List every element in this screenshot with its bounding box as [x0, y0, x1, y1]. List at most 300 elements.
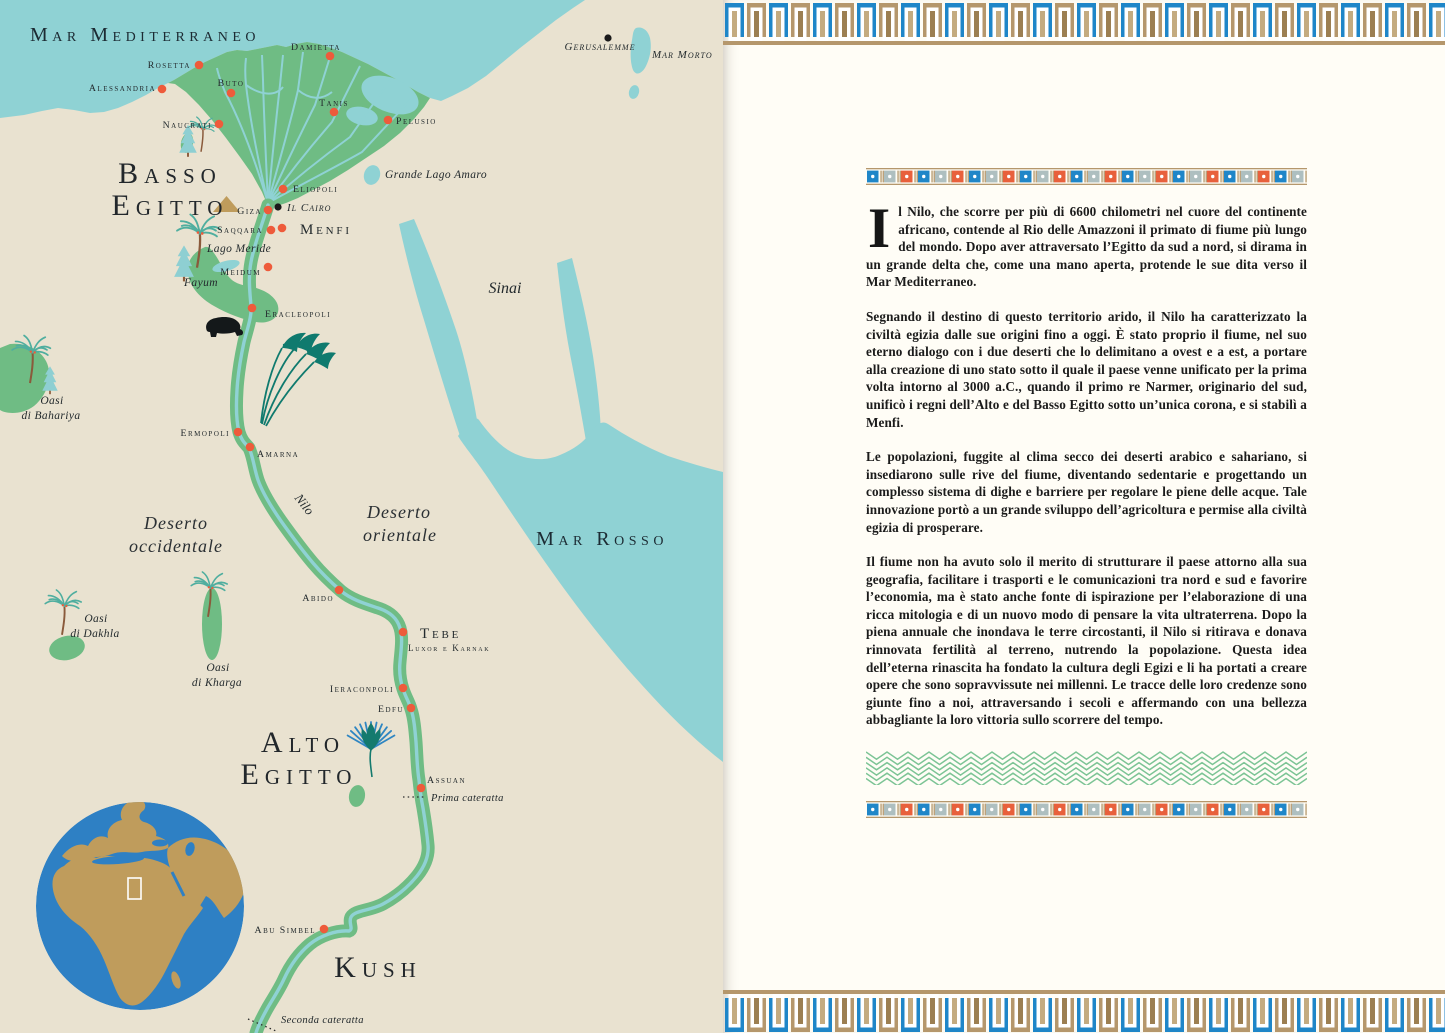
city-dot: [267, 226, 276, 235]
map-label: Luxor e Karnak: [408, 643, 491, 653]
frieze-bar: [914, 171, 915, 183]
city-dot: [264, 206, 273, 215]
map-label: Rosetta: [147, 60, 191, 71]
frieze-bar: [999, 804, 1000, 816]
frieze-bar: [1237, 171, 1238, 183]
frieze-bar: [934, 804, 935, 816]
frieze-dot: [1262, 175, 1265, 178]
frieze-bar: [1189, 804, 1190, 816]
paragraph: Le popolazioni, fuggite al clima secco dei deserti arabico e sahariano, si insediarono sulle rive del fiume, diventando sedentarie e progettando un complesso sistema di dighe e barriere per regolare le piene delle acque. Tale innovazione portò a un grande sviluppo dell’agricoltura e permise alla civiltà egizia di prosperare.: [866, 449, 1307, 535]
text-column: [866, 168, 1307, 818]
border-inner-bar: [732, 11, 737, 37]
frieze-bar: [1172, 804, 1173, 816]
frieze-dot: [990, 808, 993, 811]
city-dot: [320, 925, 329, 934]
map-label: Meidum: [220, 267, 261, 278]
wave-line: [866, 779, 1307, 786]
frieze-bar: [1138, 804, 1139, 816]
frieze-bar: [982, 171, 983, 183]
border-inner-bar: [1238, 11, 1243, 37]
ornament-frieze-top-icon: [866, 168, 1307, 185]
border-inner-bar: [1172, 998, 1177, 1024]
frieze-bar: [1155, 171, 1156, 183]
frieze-dot: [973, 175, 976, 178]
border-inner-bar: [1238, 998, 1243, 1024]
frieze-bar: [1016, 804, 1017, 816]
city-dot: [195, 61, 204, 70]
red-sea: [458, 419, 723, 762]
map-label: Mar Rosso: [536, 528, 668, 550]
map-label: Amarna: [257, 449, 300, 460]
ornament-frieze-bottom-icon: [866, 801, 1307, 818]
wave-line: [866, 752, 1307, 759]
frieze-bar: [1155, 804, 1156, 816]
city-dot: [399, 628, 408, 637]
frieze-dot: [922, 808, 925, 811]
frieze-dot: [1296, 175, 1299, 178]
frieze-bar: [897, 171, 898, 183]
border-inner-bar: [1392, 998, 1397, 1024]
frieze-dot: [888, 175, 891, 178]
frieze-bar: [968, 171, 969, 183]
frieze-bar: [1288, 804, 1289, 816]
frieze-bar: [1002, 171, 1003, 183]
frieze-dot: [1075, 175, 1078, 178]
frieze-bar: [1087, 804, 1088, 816]
frieze-bar: [900, 171, 901, 183]
frieze-rule: [866, 801, 1307, 802]
map-label: di Kharga: [191, 677, 243, 689]
frieze-bar: [1240, 171, 1241, 183]
map-label: Naucrati: [162, 120, 212, 131]
border-inner-bar: [886, 998, 891, 1024]
frieze-bar: [917, 171, 918, 183]
border-inner-bar: [1106, 998, 1111, 1024]
border-inner-bar: [1018, 11, 1023, 37]
frieze-dot: [1143, 175, 1146, 178]
frieze-bar: [1271, 171, 1272, 183]
border-inner-bar: [1216, 998, 1221, 1024]
border-inner-bar: [1128, 11, 1133, 37]
map-label: Saqqara: [217, 225, 263, 236]
frieze-bar: [1169, 804, 1170, 816]
frieze-rule: [866, 168, 1307, 169]
frieze-bar: [883, 804, 884, 816]
city-dot: [227, 89, 236, 98]
frieze-dot: [1228, 175, 1231, 178]
frieze-dot: [990, 175, 993, 178]
map-label: Menfi: [300, 222, 352, 238]
frieze-bar: [1288, 171, 1289, 183]
frieze-dot: [973, 808, 976, 811]
border-inner-bar: [1326, 11, 1331, 37]
map-label: Kush: [334, 951, 422, 984]
frieze-dot: [1126, 808, 1129, 811]
frieze-bar: [880, 171, 881, 183]
article-text: [866, 197, 1307, 729]
frieze-dot: [1058, 808, 1061, 811]
frieze-dot: [1296, 808, 1299, 811]
frieze-dot: [1211, 175, 1214, 178]
border-inner-bar: [996, 998, 1001, 1024]
map-label: Tanis: [319, 98, 349, 109]
border-inner-bar: [1106, 11, 1111, 37]
border-inner-bar: [1128, 998, 1133, 1024]
map-label: Abido: [302, 593, 334, 604]
border-inner-bar: [776, 998, 781, 1024]
city-dot: [215, 120, 224, 129]
text-page: [723, 0, 1445, 1033]
city-dot: [335, 586, 344, 595]
border-inner-bar: [1194, 11, 1199, 37]
frieze-bar: [1087, 171, 1088, 183]
frieze-dot: [1024, 175, 1027, 178]
border-inner-bar: [1216, 11, 1221, 37]
frieze-rule: [866, 817, 1307, 818]
map-label: di Bahariya: [21, 410, 81, 422]
frieze-bar: [1291, 804, 1292, 816]
map-label: Assuan: [427, 775, 467, 786]
frieze-bar: [934, 171, 935, 183]
border-inner-bar: [732, 998, 737, 1024]
frieze-dot: [1245, 175, 1248, 178]
frieze-bar: [931, 804, 932, 816]
frieze-bar: [1084, 171, 1085, 183]
gulf-of-aqaba: [557, 258, 601, 441]
frieze-bar: [1172, 171, 1173, 183]
frieze-dot: [1092, 175, 1095, 178]
water-wave-ornament-icon: [866, 749, 1307, 785]
frieze-dot: [1075, 808, 1078, 811]
border-inner-bar: [1150, 998, 1155, 1024]
border-inner-bar: [1436, 998, 1441, 1024]
frieze-dot: [1109, 175, 1112, 178]
frieze-bar: [1033, 804, 1034, 816]
frieze-bar: [948, 804, 949, 816]
frieze-bar: [1274, 804, 1275, 816]
frieze-bar: [1203, 171, 1204, 183]
frieze-bar: [1240, 804, 1241, 816]
frieze-bar: [1186, 171, 1187, 183]
map-label: di Dakhla: [70, 628, 120, 640]
border-inner-bar: [1040, 11, 1045, 37]
border-inner-bar: [886, 11, 891, 37]
map-label: Abu Simbel: [254, 925, 316, 936]
frieze-dot: [1194, 175, 1197, 178]
map-label: Basso: [118, 157, 222, 190]
map-label: Pelusio: [396, 116, 437, 127]
city-dot: [264, 263, 273, 272]
border-inner-bar: [776, 11, 781, 37]
frieze-bar: [1121, 804, 1122, 816]
map-label: Ermopoli: [180, 428, 230, 439]
border-inner-bar: [930, 11, 935, 37]
frieze-dot: [888, 808, 891, 811]
map-label: Oasi: [206, 662, 230, 674]
gulf-of-suez: [399, 219, 477, 436]
map-label: Nilo: [291, 490, 318, 518]
frieze-dot: [1143, 808, 1146, 811]
frieze-dot: [1007, 808, 1010, 811]
frieze-dot: [1160, 808, 1163, 811]
frieze-dot: [1177, 808, 1180, 811]
border-baseline: [723, 41, 1445, 45]
frieze-dot: [922, 175, 925, 178]
frieze-bar: [917, 804, 918, 816]
drop-cap: I: [868, 197, 891, 260]
map-label: Prima cateratta: [431, 793, 504, 804]
frieze-dot: [1058, 175, 1061, 178]
frieze-bar: [1254, 171, 1255, 183]
frieze-bar: [1152, 171, 1153, 183]
frieze-dot: [1262, 808, 1265, 811]
frieze-dot: [1041, 175, 1044, 178]
frieze-bar: [1237, 804, 1238, 816]
dead-sea-south: [627, 84, 640, 100]
frieze-bar: [1070, 171, 1071, 183]
border-inner-bar: [952, 998, 957, 1024]
map-label: Giza: [237, 206, 262, 217]
capital-dot: [274, 203, 281, 210]
city-dot: [407, 704, 416, 713]
frieze-bar: [931, 171, 932, 183]
map-label: Egitto: [111, 189, 229, 222]
map-label: Mar Mediterraneo: [30, 24, 261, 46]
border-inner-bar: [1414, 11, 1419, 37]
border-inner-bar: [1150, 11, 1155, 37]
frieze-bar: [1070, 804, 1071, 816]
frieze-bar: [1169, 171, 1170, 183]
border-inner-bar: [1348, 998, 1353, 1024]
map-label: Grande Lago Amaro: [385, 169, 488, 181]
frieze-bar: [883, 171, 884, 183]
egyptian-border-top-icon: [723, 3, 1445, 45]
frieze-dot: [939, 175, 942, 178]
frieze-bar: [1223, 804, 1224, 816]
border-inner-bar: [1436, 11, 1441, 37]
border-inner-bar: [1370, 998, 1375, 1024]
map-label: Fayum: [184, 277, 218, 289]
border-inner-bar: [1040, 998, 1045, 1024]
globe-inset: [36, 800, 245, 1010]
city-dot: [234, 428, 243, 437]
border-inner-bar: [864, 998, 869, 1024]
map-label: Oasi: [40, 395, 64, 407]
border-inner-bar: [1414, 998, 1419, 1024]
frieze-bar: [1189, 171, 1190, 183]
frieze-bar: [982, 804, 983, 816]
egyptian-border-bottom-icon: [723, 989, 1445, 1033]
frieze-dot: [871, 808, 874, 811]
frieze-bar: [1257, 171, 1258, 183]
frieze-bar: [965, 804, 966, 816]
frieze-bar: [1053, 804, 1054, 816]
map-label: Lago Meride: [207, 243, 272, 255]
map-label: Oasi: [84, 613, 108, 625]
frieze-dot: [1041, 808, 1044, 811]
map-label: Il Cairo: [287, 202, 332, 214]
frieze-bar: [951, 804, 952, 816]
border-inner-bar: [1370, 11, 1375, 37]
frieze-rule: [866, 184, 1307, 185]
nile-river: [236, 205, 428, 1033]
border-inner-bar: [1282, 998, 1287, 1024]
frieze-bar: [1101, 804, 1102, 816]
border-inner-bar: [974, 11, 979, 37]
frieze-bar: [1118, 171, 1119, 183]
frieze-bar: [948, 171, 949, 183]
frieze-bar: [1135, 171, 1136, 183]
border-inner-bar: [820, 998, 825, 1024]
frieze-bar: [1002, 804, 1003, 816]
frieze-dot: [956, 808, 959, 811]
border-inner-bar: [864, 11, 869, 37]
map-label: Seconda cateratta: [281, 1015, 364, 1026]
border-inner-bar: [754, 11, 759, 37]
city-dot: [278, 224, 287, 233]
map-label: Deserto: [144, 513, 208, 533]
city-dot: [384, 116, 393, 125]
frieze-bar: [897, 804, 898, 816]
border-inner-bar: [1260, 998, 1265, 1024]
frieze-bar: [1033, 171, 1034, 183]
border-inner-bar: [820, 11, 825, 37]
border-inner-bar: [1260, 11, 1265, 37]
frieze-bar: [1036, 171, 1037, 183]
frieze-bar: [1050, 171, 1051, 183]
frieze-bar: [1203, 804, 1204, 816]
frieze-bar: [1291, 171, 1292, 183]
hippo-icon: [206, 317, 243, 337]
border-inner-bar: [1348, 11, 1353, 37]
frieze-dot: [1109, 808, 1112, 811]
kharga-oasis: [202, 588, 222, 660]
border-inner-bar: [952, 11, 957, 37]
map-label: Buto: [217, 78, 245, 89]
map-label: Egitto: [240, 758, 358, 791]
frieze-bar: [1305, 171, 1306, 183]
frieze-bar: [968, 804, 969, 816]
map-label: Tebe: [420, 626, 462, 642]
border-inner-bar: [842, 998, 847, 1024]
frieze-dot: [1228, 808, 1231, 811]
map-label: occidentale: [129, 536, 223, 556]
frieze-bar: [1104, 171, 1105, 183]
frieze-bar: [1206, 171, 1207, 183]
frieze-bar: [1138, 171, 1139, 183]
frieze-bar: [999, 171, 1000, 183]
frieze-bar: [1101, 171, 1102, 183]
city-dot: [399, 684, 408, 693]
map-label: Eliopoli: [293, 184, 339, 195]
paragraph: Il fiume non ha avuto solo il merito di strutturare il paese attorno alla sua geografia, facilitare i trasporti e le comunicazioni tra nord e sud e favorire l’economia, ma è stato anche fonte di ispirazione per l’elaborazione di una ricca mitologia e di un nuovo modo di pensare la vita ultraterrena. Dopo la piena annuale che inondava le terre circostanti, il Nilo si ritirava e donava rinnovata fertilità al terreno, nutrendo la popolazione. Questa idea dell’eterna rinascita ha fondato la cultura degli Egizi e li ha portati a creare opere che sono sopravvissute nei millenni. Le tracce delle loro credenze sono giunte fino a noi, attraversando i secoli e affermando con una bellezza abbagliante la loro vittoria sullo scorrere del tempo.: [866, 554, 1307, 728]
border-inner-bar: [930, 998, 935, 1024]
frieze-bar: [1206, 804, 1207, 816]
frieze-bar: [1271, 804, 1272, 816]
frieze-bar: [1067, 804, 1068, 816]
frieze-bar: [985, 171, 986, 183]
border-inner-bar: [798, 11, 803, 37]
frieze-dot: [905, 175, 908, 178]
frieze-bar: [1186, 804, 1187, 816]
frieze-dot: [1279, 808, 1282, 811]
border-inner-bar: [1304, 11, 1309, 37]
frieze-dot: [1245, 808, 1248, 811]
border-inner-bar: [1282, 11, 1287, 37]
border-inner-bar: [1018, 998, 1023, 1024]
city-dot: [248, 304, 257, 313]
border-inner-bar: [798, 998, 803, 1024]
border-inner-bar: [1304, 998, 1309, 1024]
papyrus-icon: [261, 333, 336, 426]
frieze-dot: [1177, 175, 1180, 178]
frieze-bar: [914, 804, 915, 816]
frieze-bar: [1084, 804, 1085, 816]
frieze-bar: [1257, 804, 1258, 816]
border-inner-bar: [842, 11, 847, 37]
map-label: Ieraconpoli: [329, 684, 394, 695]
frieze-bar: [1152, 804, 1153, 816]
city-dot: [246, 443, 255, 452]
map-label: Alto: [260, 726, 346, 759]
border-inner-bar: [1172, 11, 1177, 37]
map-label: Alessandria: [88, 83, 156, 94]
frieze-dot: [1024, 808, 1027, 811]
map-label: Edfu: [378, 704, 404, 715]
frieze-bar: [1135, 804, 1136, 816]
frieze-bar: [1305, 804, 1306, 816]
city-dot: [158, 85, 167, 94]
map-label: Mar Morto: [652, 49, 713, 61]
paragraph-text: l Nilo, che scorre per più di 6600 chilometri nel cuore del continente africano, contende al Rio delle Amazzoni il primato di fiume più lungo del mondo. Dopo aver attraversato l’Egitto da sud a nord, si dirama in un grande delta che, come una mano aperta, protende le sue dita verso il Mar Mediterraneo.: [866, 204, 1307, 290]
frieze-bar: [1220, 804, 1221, 816]
city-dot: [279, 185, 288, 194]
border-baseline: [723, 990, 1445, 994]
border-inner-bar: [908, 11, 913, 37]
frieze-bar: [900, 804, 901, 816]
frieze-bar: [1067, 171, 1068, 183]
paragraph: [866, 197, 1307, 291]
frieze-bar: [1104, 804, 1105, 816]
border-inner-bar: [1062, 11, 1067, 37]
paragraph: Segnando il destino di questo territorio arido, il Nilo ha caratterizzato la civiltà egizia dalle sue origini fino a oggi. È stato proprio il fiume, nel suo eterno dialogo con i due deserti che lo delimitano a ovest e a est, a portare alla creazione di uno stato sotto il quale il paese venne unificato per la prima volta intorno al 3000 a.C., quando il primo re Narmer, originario del sud, unificò i regni dell’Alto e del Basso Egitto sotto un’unica corona, e si stabilì a Menfi.: [866, 308, 1307, 430]
frieze-bar: [1220, 171, 1221, 183]
frieze-bar: [1254, 804, 1255, 816]
frieze-bar: [1036, 804, 1037, 816]
border-inner-bar: [1084, 11, 1089, 37]
border-inner-bar: [996, 11, 1001, 37]
frieze-bar: [1274, 171, 1275, 183]
map-label: orientale: [363, 525, 437, 545]
frieze-bar: [1016, 171, 1017, 183]
border-inner-bar: [754, 998, 759, 1024]
frieze-dot: [939, 808, 942, 811]
frieze-bar: [1053, 171, 1054, 183]
border-inner-bar: [974, 998, 979, 1024]
frieze-bar: [1019, 171, 1020, 183]
border-inner-bar: [1194, 998, 1199, 1024]
border-inner-bar: [1326, 998, 1331, 1024]
frieze-bar: [1019, 804, 1020, 816]
map-label: Eracleopoli: [265, 309, 332, 320]
border-inner-bar: [1392, 11, 1397, 37]
border-inner-bar: [908, 998, 913, 1024]
frieze-bar: [965, 171, 966, 183]
frieze-bar: [1118, 804, 1119, 816]
map-label: Sinai: [488, 280, 522, 297]
frieze-bar: [1121, 171, 1122, 183]
map-label: Gerusalemme: [564, 41, 636, 53]
